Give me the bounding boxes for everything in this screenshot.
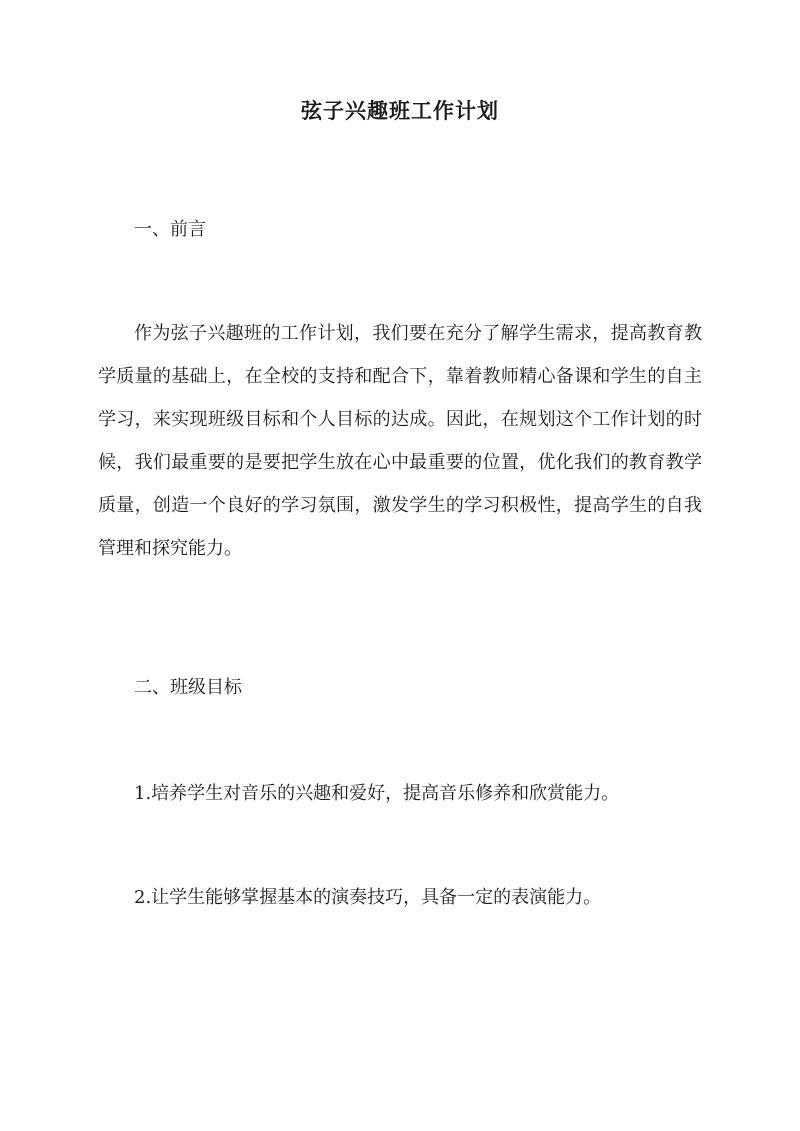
goal-item-2: 2.让学生能够掌握基本的演奏技巧，具备一定的表演能力。 — [134, 887, 602, 908]
goal-item-1: 1.培养学生对音乐的兴趣和爱好，提高音乐修养和欣赏能力。 — [134, 783, 620, 804]
section-heading-class-goals: 二、班级目标 — [134, 677, 242, 698]
preface-paragraph: 作为弦子兴趣班的工作计划，我们要在充分了解学生需求，提高教育教学质量的基础上，在全校的支持和配合下，靠着教师精心备课和学生的自主学习，来实现班级目标和个人目标的达成。因此，在规划这个工作计划的时候，我们最重要的是要把学生放在心中最重要的位置，优化我们的教育教学质量，创造一个良好的学习氛围，激发学生的学习积极性，提高学生的自我管理和探究能力。 — [98, 323, 702, 559]
document-title: 弦子兴趣班工作计划 — [301, 98, 499, 123]
section-heading-preface: 一、前言 — [134, 219, 206, 240]
